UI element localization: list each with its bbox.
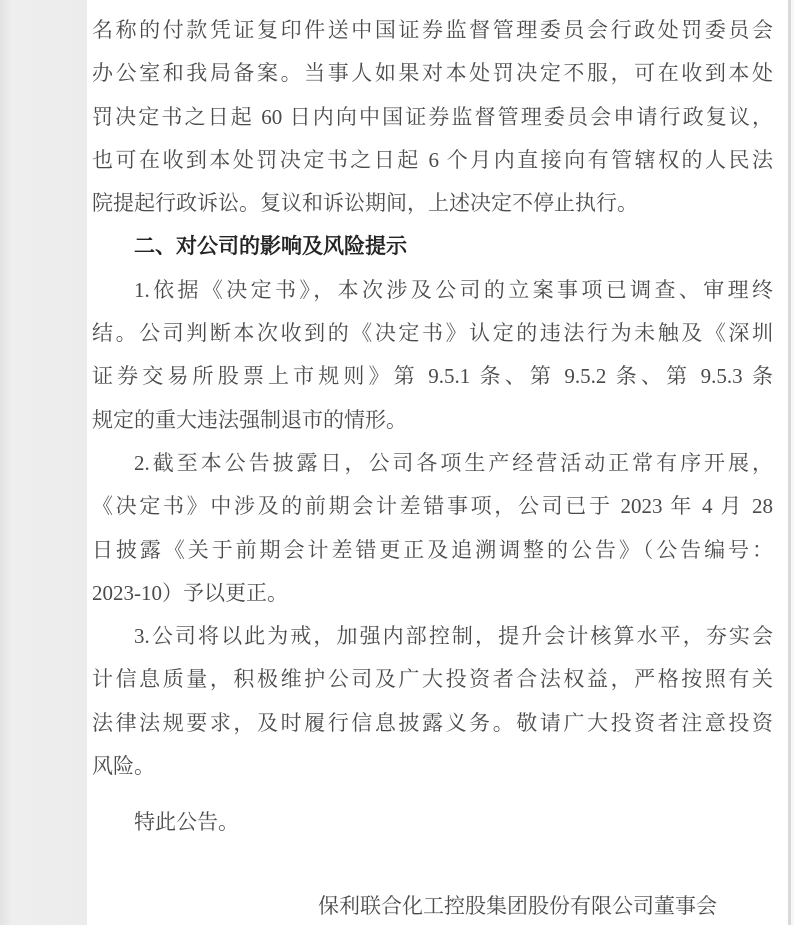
doc-line: 日披露《关于前期会计差错更正及追溯调整的公告》（公告编号： [92,537,773,562]
announcement-document [92,9,773,928]
doc-line: 风险。 [92,754,155,779]
doc-line: 《决定书》中涉及的前期会计差错事项，公司已于 2023 年 4 月 28 [92,494,773,519]
doc-line: 办公室和我局备案。当事人如果对本处罚决定不服，可在收到本处 [92,61,773,86]
doc-line: 名称的付款凭证复印件送中国证券监督管理委员会行政处罚委员会 [92,18,773,42]
doc-line: 3.公司将以此为戒，加强内部控制，提升会计核算水平，夯实会 [134,624,773,649]
doc-line: 规定的重大违法强制退市的情形。 [92,407,407,432]
signature-line: 保利联合化工控股集团股份有限公司董事会 [318,893,717,918]
doc-line: 法律法规要求，及时履行信息披露义务。敬请广大投资者注意投资 [92,710,773,735]
doc-line: 也可在收到本处罚决定书之日起 6 个月内直接向有管辖权的人民法 [92,147,773,172]
closing-statement: 特此公告。 [134,810,239,835]
viewer-left-margin [0,0,87,925]
section-heading: 二、对公司的影响及风险提示 [134,234,407,259]
doc-line: 院提起行政诉讼。复议和诉讼期间，上述决定不停止执行。 [92,191,638,216]
doc-line: 结。公司判断本次收到的《决定书》认定的违法行为未触及《深圳 [92,321,773,346]
doc-line: 2023-10）予以更正。 [92,580,288,605]
doc-line: 证券交易所股票上市规则》第 9.5.1 条、第 9.5.2 条、第 9.5.3 条 [92,364,773,389]
doc-line: 计信息质量，积极维护公司及广大投资者合法权益，严格按照有关 [92,667,773,692]
doc-line: 罚决定书之日起 60 日内向中国证券监督管理委员会申请行政复议， [92,104,773,129]
doc-line: 2.截至本公告披露日，公司各项生产经营活动正常有序开展， [134,450,773,475]
doc-line: 1.依据《决定书》，本次涉及公司的立案事项已调查、审理终 [134,277,773,302]
